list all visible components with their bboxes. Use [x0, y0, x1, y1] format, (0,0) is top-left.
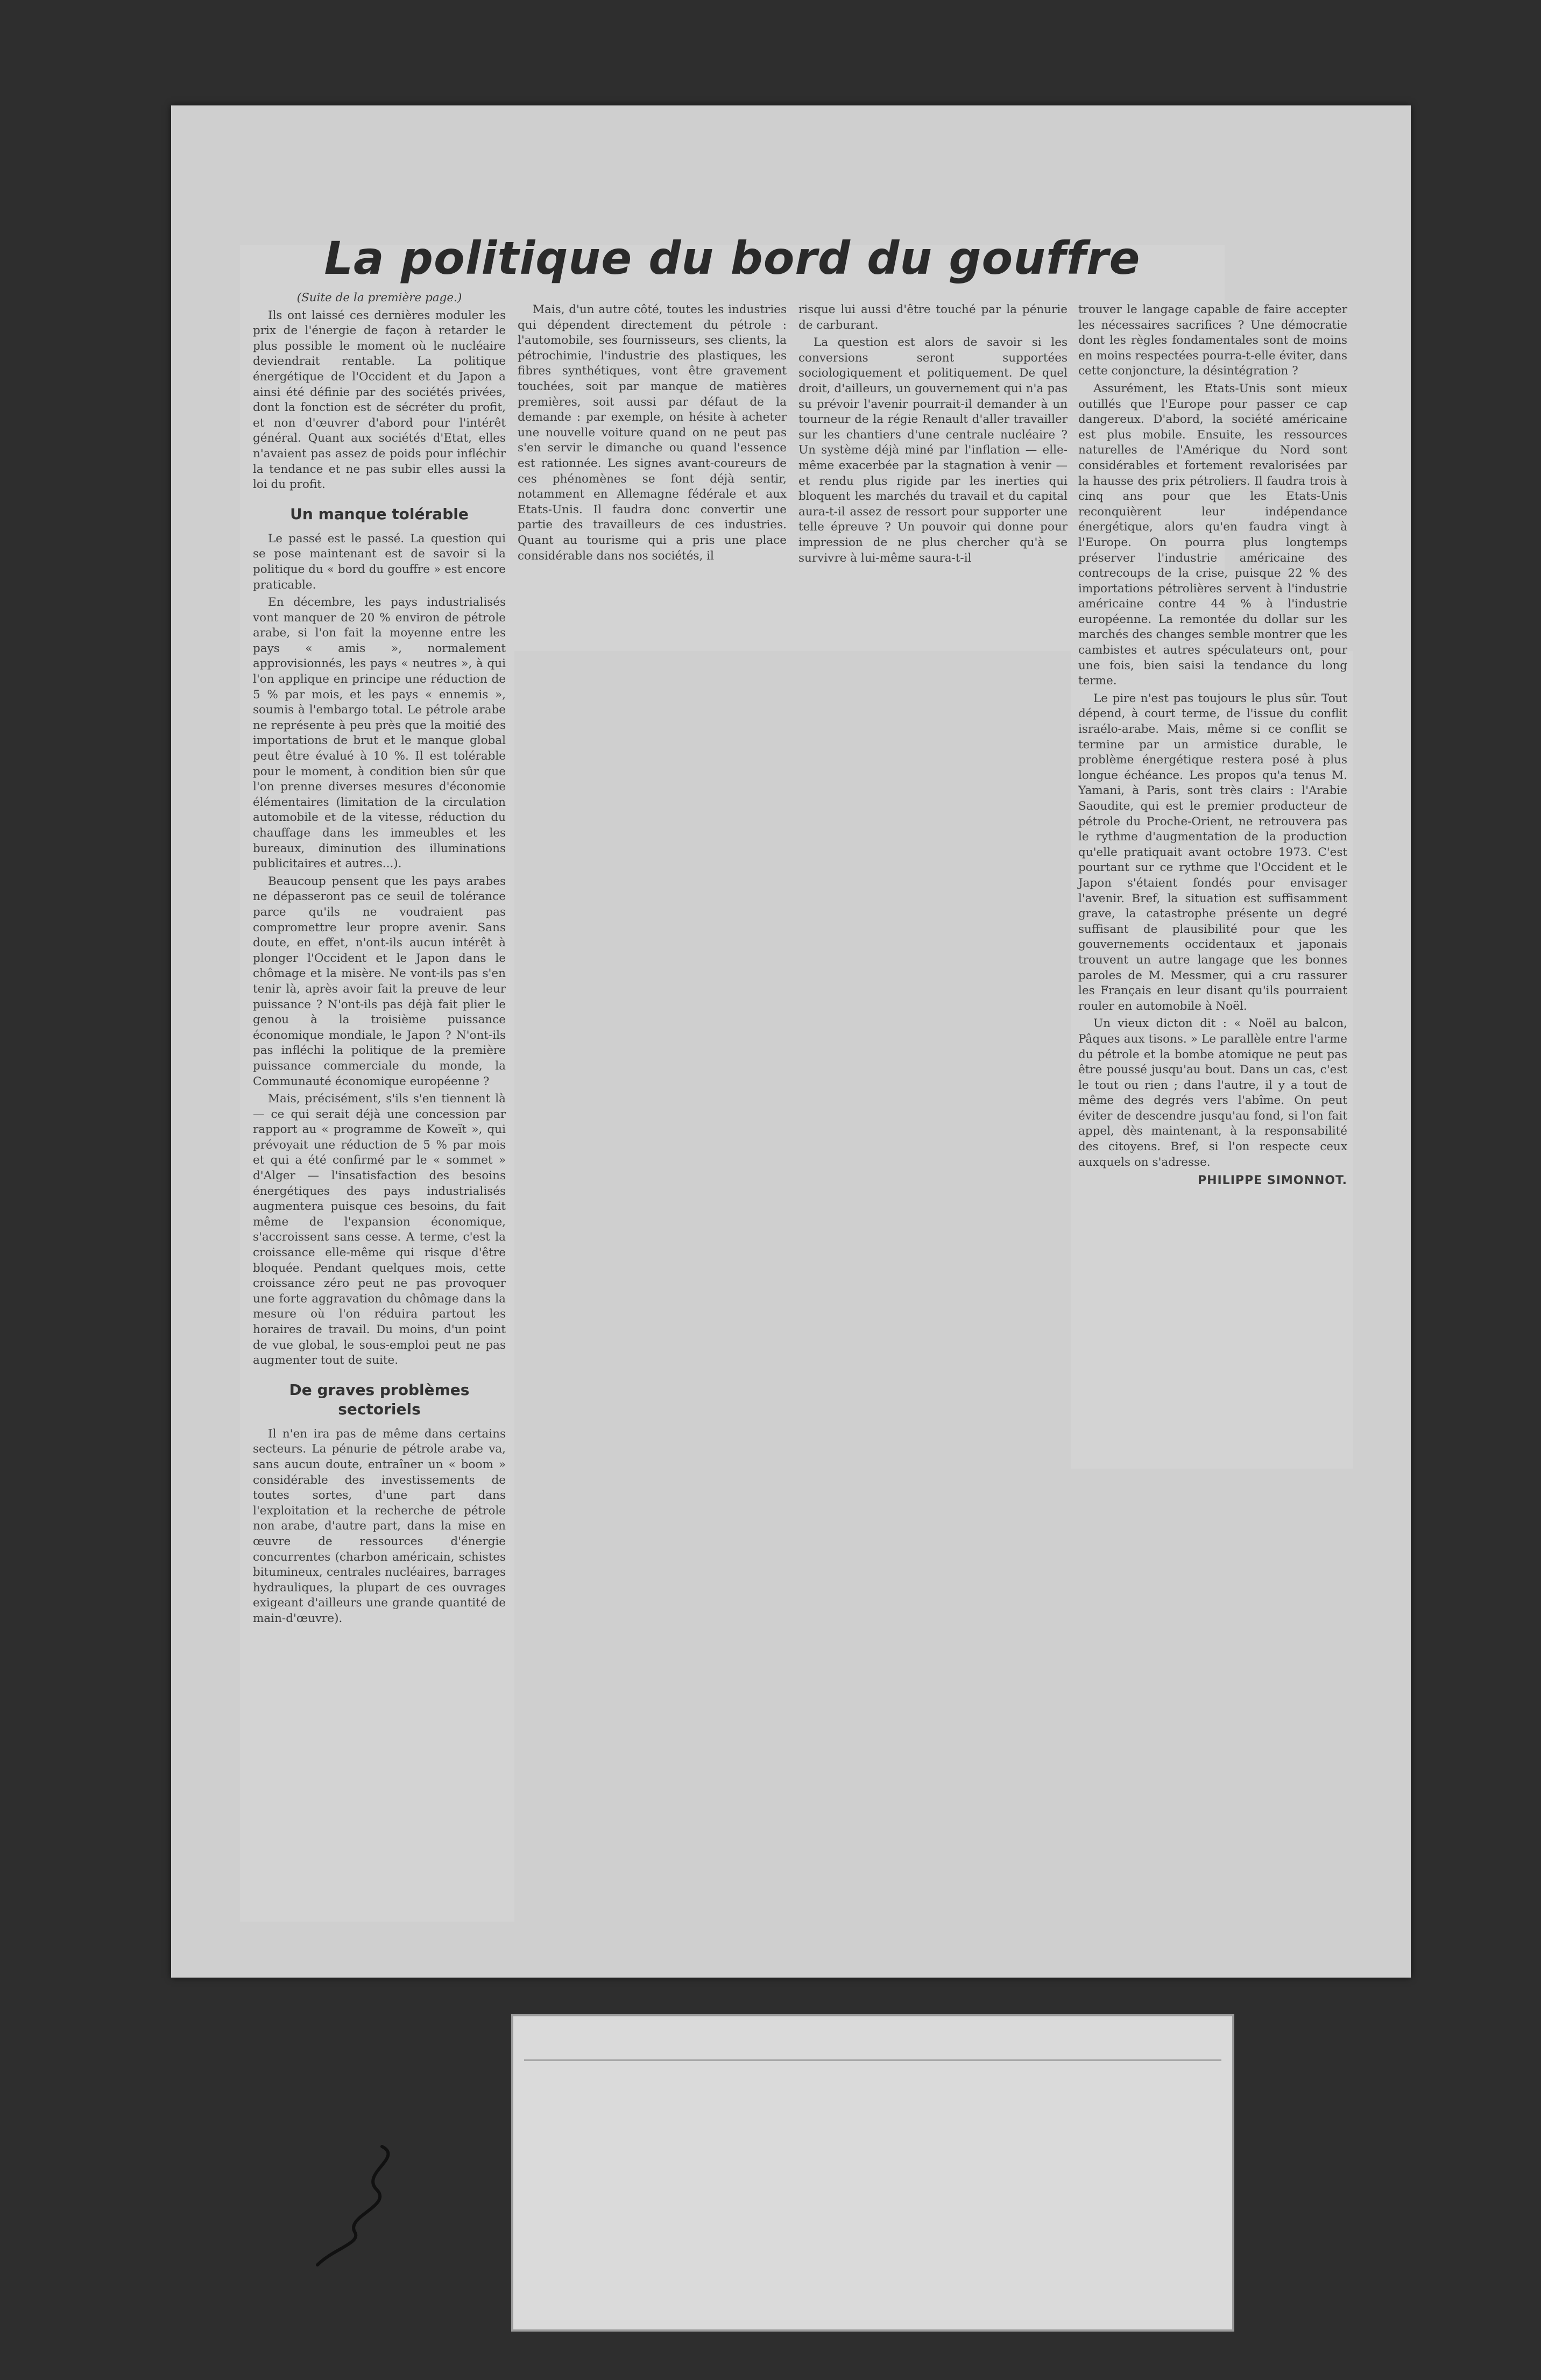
paragraph: Beaucoup pensent que les pays arabes ne dépasseront pas ce seuil de tolérance parce qu'ils ne voudraient pas compromettre leur propre avenir. Sans doute, en effet, n'ont-ils aucun intérêt à plonger l'Occident et le Japon dans le chômage et la misère. Ne vont-ils pas s'en tenir là, après avoir fait la preuve de leur puissance ? N'ont-ils pas déjà fait plier le genou à la troisième puissance économique mondiale, le Japon ? N'ont-ils pas infléchi la politique de la première puissance commerciale du monde, la Communauté économique européenne ? — [253, 874, 506, 1088]
paragraph: La question est alors de savoir si les conversions seront supportées sociologiquement et politiquement. De quel droit, d'ailleurs, un gouvernement qui n'a pas su prévoir l'avenir pourrait-il demander à un tourneur de la régie Renault d'aller travailler sur les chantiers d'une centrale nucléaire ? Un système déjà miné par l'inflation — elle-même exacerbée par la stagnation à venir — et rendu plus rigide par les inerties qui bloquent les marchés du travail et du capital aura-t-il assez de ressort pour supporter une telle épreuve ? Un pouvoir qui donne pour impression de ne plus chercher qu'à se survivre à lui-même saura-t-il — [798, 336, 1068, 565]
section-heading: De graves problèmes sectoriels — [289, 1380, 470, 1418]
paragraph: En décembre, les pays industrialisés vont manquer de 20 % environ de pétrole arabe, si l'on fait la moyenne entre les pays « amis », normalement approvisionnés, les pays « neutres », à qui l'on applique en principe une réduction de 5 % par mois, et les pays « ennemis », soumis à l'embargo total. Le pétrole arabe ne représente à peu près que la moitié des importations de brut et le manque global peut être évalué à 10 %. Il est tolérable pour le moment, à condition bien sûr que l'on prenne diverses mesures d'économie élémentaires (limitation de la circulation automobile et de la vitesse, réduction du chauffage dans les immeubles et les bureaux, diminution des illuminations publicitaires et autres...). — [253, 596, 506, 871]
article-column-4 — [1078, 302, 1347, 1189]
article-column-2 — [518, 302, 787, 566]
paragraph: Le passé est le passé. La question qui se pose maintenant est de savoir si la politique du « bord du gouffre » est encore praticable. — [253, 532, 506, 592]
article-column-3 — [798, 302, 1068, 568]
article-title: La politique du bord du gouffre — [324, 232, 1141, 285]
article-column-1 — [253, 291, 506, 1629]
paragraph: Assurément, les Etats-Unis sont mieux outillés que l'Europe pour passer ce cap dangereux. D'abord, la société américaine est plus mobile. Ensuite, les ressources naturelles de l'Amérique du Nord sont considérables et fortement revalorisées par la hausse des prix pétroliers. Il faudra trois à cinq ans pour que les Etats-Unis reconquièrent leur indépendance énergétique, alors qu'en faudra vingt à l'Europe. On pourra plus longtemps préserver l'industrie américaine des contrecoups de la crise, puisque 22 % des importations pétrolières servent à l'industrie américaine contre 44 % à l'industrie européenne. La remontée du dollar sur les marchés des changes semble montrer que les cambistes et autres spéculateurs ont, pour une fois, bien saisi la tendance du long terme. — [1078, 381, 1347, 688]
paragraph: Mais, d'un autre côté, toutes les industries qui dépendent directement du pétrole : l'automobile, ses fournisseurs, ses clients, la pétrochimie, l'industrie des plastiques, les fibres synthétiques, vont être gravement touchées, soit par manque de matières premières, soit aussi par défaut de la demande : par exemple, on hésite à acheter une nouvelle voiture quand on ne peut pas s'en servir le dimanche ou quand l'essence est rationnée. Les signes avant-coureurs de ces phénomènes se font déjà sentir, notamment en Allemagne fédérale et aux Etats-Unis. Il faudra donc convertir une partie des travailleurs de ces industries. Quant au tourisme qui a pris une place considérable dans nos sociétés, il — [518, 303, 787, 563]
paragraph: Ils ont laissé ces dernières moduler les prix de l'énergie de façon à retarder le plus possible le moment où le nucléaire deviendrait rentable. La politique énergétique de l'Occident et du Japon a ainsi été définie par des sociétés privées, dont la fonction est de sécréter du profit, et non d'œuvrer d'abord pour l'intérêt général. Quant aux sociétés d'Etat, elles n'avaient pas assez de poids pour infléchir la tendance et ne pas subir elles aussi la loi du profit. — [253, 308, 506, 492]
author-signature: PHILIPPE SIMONNOT. — [1197, 1174, 1347, 1188]
envelope — [511, 2014, 1234, 2332]
paragraph: Le pire n'est pas toujours le plus sûr. Tout dépend, à court terme, de l'issue du conflit israélo-arabe. Mais, même si ce conflit se termine par un armistice durable, le problème énergétique restera posé à plus longue échéance. Les propos qu'a tenus M. Yamani, à Paris, sont très clairs : l'Arabie Saoudite, qui est le premier producteur de pétrole du Proche-Orient, ne retrouvera pas le rythme d'augmentation de la production qu'elle pratiquait avant octobre 1973. C'est pourtant sur ce rythme que l'Occident et le Japon s'étaient fondés pour envisager l'avenir. Bref, la situation est suffisamment grave, la catastrophe présente un degré suffisant de plausibilité pour que les gouvernements occidentaux et japonais trouvent un autre langage que les bonnes paroles de M. Messmer, qui a cru rassurer les Français en leur disant qu'ils pourraient rouler en automobile à Noël. — [1078, 691, 1347, 1013]
paragraph: trouver le langage capable de faire accepter les nécessaires sacrifices ? Une démocratie dont les règles fondamentales sont de moins en moins respectées pourra-t-elle éviter, dans cette conjoncture, la désintégration ? — [1078, 303, 1347, 378]
paragraph: risque lui aussi d'être touché par la pénurie de carburant. — [798, 303, 1068, 332]
envelope-flap — [524, 2027, 1221, 2061]
section-heading: Un manque tolérable — [290, 505, 469, 523]
continuation-note: (Suite de la première page.) — [296, 291, 462, 304]
paragraph: Un vieux dicton dit : « Noël au balcon, Pâques aux tisons. » Le parallèle entre l'arme du pétrole et la bombe atomique ne peut pas être poussé jusqu'au bout. Dans un cas, c'est le tout ou rien ; dans l'autre, il y a tout de même des degrés vers l'abîme. On peut éviter de descendre jusqu'au fond, si l'on fait appel, dès maintenant, à la responsabilité des citoyens. Bref, si l'on respecte ceux auxquels on s'adresse. — [1078, 1017, 1347, 1169]
paragraph: Il n'en ira pas de même dans certains secteurs. La pénurie de pétrole arabe va, sans aucun doute, entraîner un « boom » considérable des investissements de toutes sortes, d'une part dans l'exploitation et la recherche de pétrole non arabe, d'autre part, dans la mise en œuvre de ressources d'énergie concurrentes (charbon américain, schistes bitumineux, centrales nucléaires, barrages hydrauliques, la plupart de ces ouvrages exigeant d'ailleurs une grande quantité de main-d'œuvre). — [253, 1427, 506, 1625]
pen-scribble-mark — [301, 2141, 420, 2270]
paragraph: Mais, précisément, s'ils s'en tiennent là — ce qui serait déjà une concession par rapport au « programme de Koweït », qui prévoyait une réduction de 5 % par mois et qui a été confirmé par le « sommet » d'Alger — l'insatisfaction des besoins énergétiques des pays industrialisés augmentera puisque ces besoins, du fait même de l'expansion économique, s'accroissent sans cesse. A terme, c'est la croissance elle-même qui risque d'être bloquée. Pendant quelques mois, cette croissance zéro peut ne pas provoquer une forte aggravation du chômage dans la mesure où l'on réduira partout les horaires de travail. Du moins, d'un point de vue global, le sous-emploi peut ne pas augmenter tout de suite. — [253, 1092, 506, 1368]
